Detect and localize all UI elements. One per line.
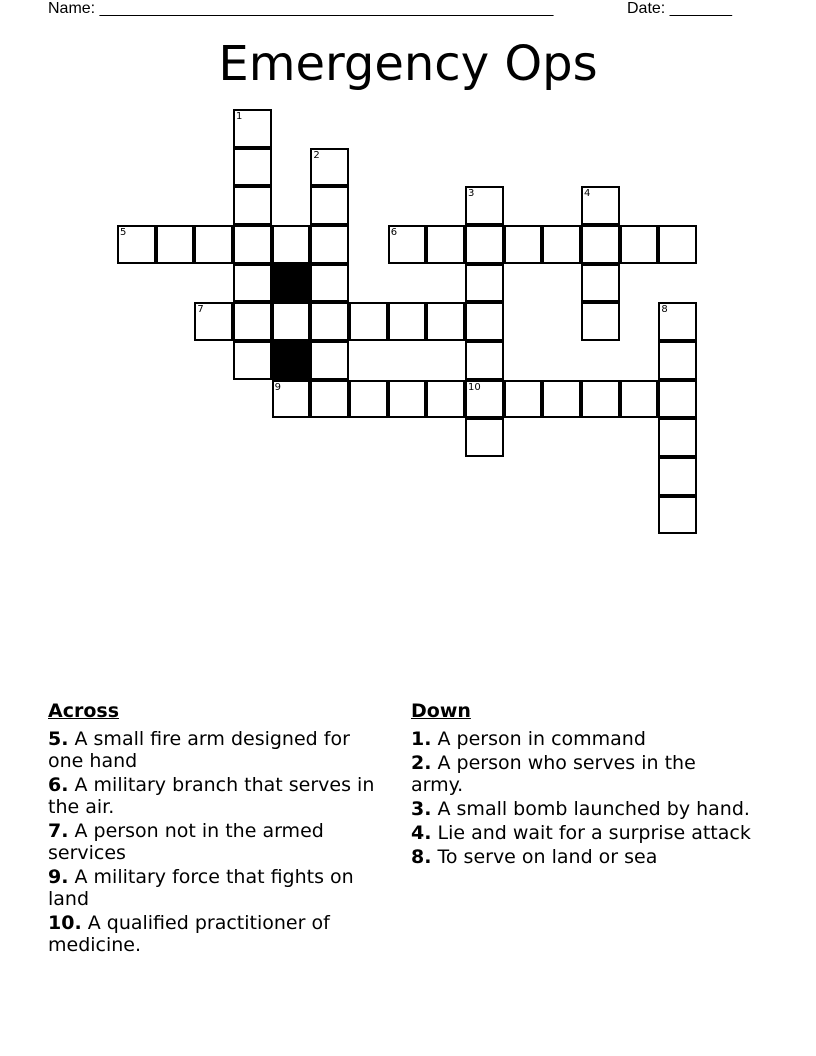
clue-text: A person who serves in the army. — [411, 752, 696, 796]
grid-cell[interactable] — [272, 225, 311, 264]
clue-text: A small bomb launched by hand. — [437, 798, 750, 820]
clue-number: 10. — [48, 912, 82, 934]
grid-cell[interactable] — [233, 109, 272, 148]
grid-block — [272, 341, 311, 380]
clue-number-label: 8 — [661, 304, 668, 316]
clue-number-label: 10 — [468, 381, 481, 393]
grid-cell[interactable] — [310, 264, 349, 303]
grid-cell[interactable] — [658, 341, 697, 380]
grid-cell[interactable] — [233, 186, 272, 225]
clue-number-label: 5 — [120, 227, 127, 238]
clue-number: 1. — [411, 728, 432, 750]
grid-cell[interactable] — [465, 302, 504, 341]
clue-text: A qualified practitioner of medicine. — [48, 912, 330, 956]
grid-cell[interactable] — [156, 225, 195, 264]
clue-number: 9. — [48, 866, 69, 888]
puzzle-title: Emergency Ops — [218, 36, 598, 92]
grid-cell[interactable] — [581, 225, 620, 264]
clue-text: To serve on land or sea — [437, 846, 658, 868]
grid-cell[interactable] — [581, 186, 620, 225]
clue-number-label: 7 — [197, 304, 204, 316]
clue-across-5 — [48, 728, 388, 772]
clue-across-9 — [48, 866, 388, 910]
clue-across-10 — [48, 912, 388, 956]
grid-cell[interactable] — [388, 302, 427, 341]
clue-number-label: 2 — [313, 149, 320, 161]
grid-cell[interactable] — [465, 225, 504, 264]
grid-cell[interactable] — [310, 302, 349, 341]
grid-cell[interactable] — [658, 496, 697, 535]
across-clues — [48, 700, 388, 958]
grid-cell[interactable] — [272, 380, 311, 419]
grid-cell[interactable] — [504, 225, 543, 264]
grid-cell[interactable] — [658, 302, 697, 341]
clue-down-3 — [411, 798, 751, 820]
grid-cell[interactable] — [426, 225, 465, 264]
clue-text: A small fire arm designed for one hand — [48, 728, 350, 772]
grid-cell[interactable] — [465, 341, 504, 380]
clue-number: 7. — [48, 820, 69, 842]
clue-text: A military branch that serves in the air. — [48, 774, 375, 818]
clue-across-7 — [48, 820, 388, 864]
clue-number-label: 4 — [584, 188, 591, 200]
clue-number-label: 1 — [236, 111, 243, 122]
down-heading: Down — [411, 700, 471, 722]
grid-cell[interactable] — [233, 148, 272, 187]
clue-number: 2. — [411, 752, 432, 774]
clue-number-label: 6 — [390, 227, 398, 238]
clue-number: 6. — [48, 774, 69, 796]
grid-cell[interactable] — [310, 225, 349, 264]
grid-cell[interactable] — [117, 225, 156, 264]
grid-cell[interactable] — [310, 186, 349, 225]
clue-text: A person not in the armed services — [48, 820, 324, 864]
grid-cell[interactable] — [465, 186, 504, 225]
clue-number-label: 3 — [468, 188, 475, 200]
clue-text: Lie and wait for a surprise attack — [437, 822, 751, 844]
grid-cell[interactable] — [465, 418, 504, 457]
grid-cell[interactable] — [658, 418, 697, 457]
grid-cell[interactable] — [581, 264, 620, 303]
clue-text: A person in command — [437, 728, 646, 750]
grid-cell[interactable] — [233, 302, 272, 341]
clue-text: A military force that fights on land — [48, 866, 354, 910]
clue-down-4 — [411, 822, 751, 844]
grid-cell[interactable] — [465, 264, 504, 303]
grid-cell[interactable] — [658, 380, 697, 419]
grid-cell[interactable] — [388, 225, 427, 264]
grid-cell[interactable] — [388, 380, 427, 419]
name-field-label: Name: ___________________________________________________ — [48, 0, 554, 17]
clue-down-1 — [411, 728, 751, 750]
clue-across-6 — [48, 774, 388, 818]
clue-down-8 — [411, 846, 751, 868]
clue-number: 5. — [48, 728, 69, 750]
grid-cell[interactable] — [194, 302, 233, 341]
grid-cell[interactable] — [620, 380, 659, 419]
grid-cell[interactable] — [233, 341, 272, 380]
date-field-label: Date: _______ — [627, 0, 732, 17]
grid-cell[interactable] — [272, 302, 311, 341]
grid-cell[interactable] — [233, 225, 272, 264]
clue-number: 4. — [411, 822, 432, 844]
grid-cell[interactable] — [426, 380, 465, 419]
grid-cell[interactable] — [465, 380, 504, 419]
clue-down-2 — [411, 752, 751, 796]
grid-cell[interactable] — [504, 380, 543, 419]
grid-cell[interactable] — [310, 148, 349, 187]
grid-cell[interactable] — [620, 225, 659, 264]
grid-cell[interactable] — [581, 380, 620, 419]
grid-cell[interactable] — [542, 380, 581, 419]
down-clues — [411, 700, 751, 870]
grid-block — [272, 264, 311, 303]
clue-number-label: 9 — [274, 381, 282, 393]
clue-number: 3. — [411, 798, 432, 820]
grid-cell[interactable] — [233, 264, 272, 303]
grid-cell[interactable] — [310, 380, 349, 419]
grid-cell[interactable] — [426, 302, 465, 341]
grid-cell[interactable] — [194, 225, 233, 264]
clue-number: 8. — [411, 846, 432, 868]
grid-cell[interactable] — [658, 225, 697, 264]
grid-cell[interactable] — [349, 302, 388, 341]
grid-cell[interactable] — [542, 225, 581, 264]
grid-cell[interactable] — [349, 380, 388, 419]
across-heading: Across — [48, 700, 120, 722]
grid-cell[interactable] — [310, 341, 349, 380]
grid-cell[interactable] — [658, 457, 697, 496]
grid-cell[interactable] — [581, 302, 620, 341]
